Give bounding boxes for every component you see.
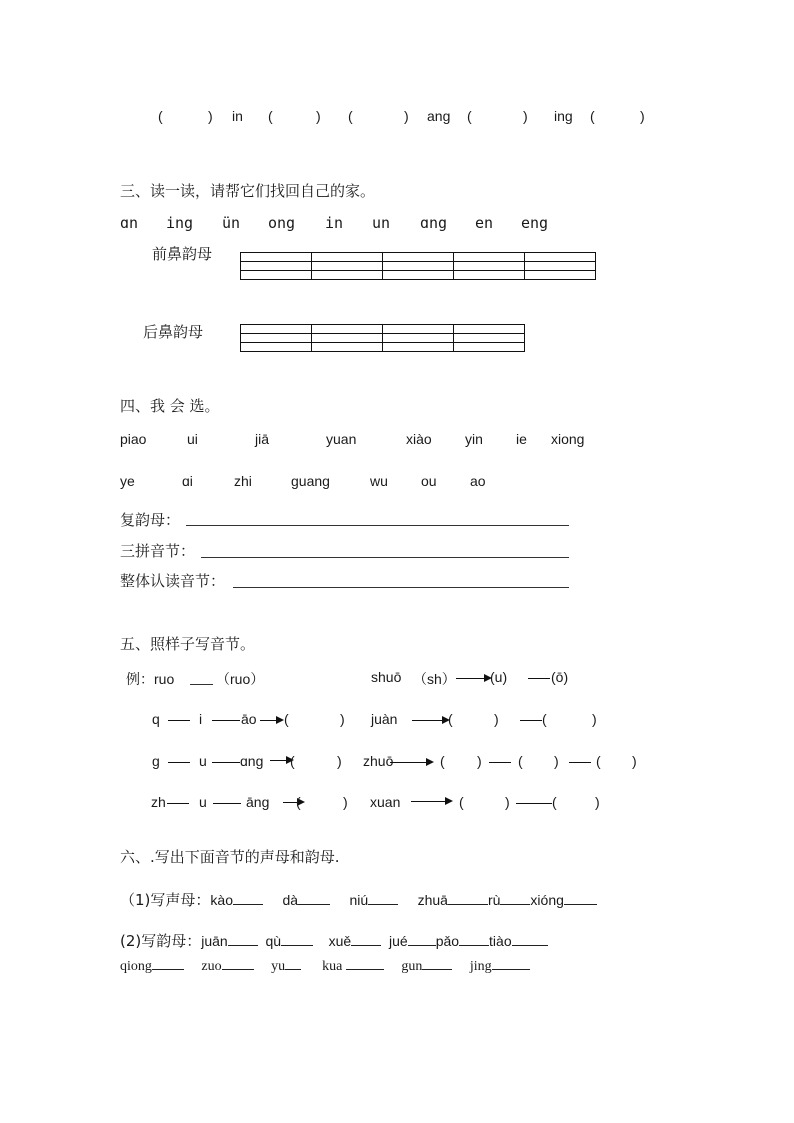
syllable: rù	[487, 892, 501, 908]
close-paren: )	[208, 108, 213, 124]
open-paren: (	[448, 711, 453, 727]
final: āo	[241, 711, 257, 727]
arrow-icon	[456, 678, 490, 679]
table-cell[interactable]	[454, 334, 525, 343]
syllable: kào	[210, 892, 233, 908]
example2-syllable: shuō	[371, 669, 402, 685]
table-cell[interactable]	[312, 262, 383, 271]
answer-blank[interactable]	[228, 933, 258, 946]
medial: u	[199, 794, 207, 810]
syllable: yin	[465, 431, 483, 447]
part2-label: (2)写韵母：	[120, 932, 202, 950]
medial: u	[199, 753, 207, 769]
syllable: ye	[120, 473, 135, 489]
final: āng	[246, 794, 270, 810]
answer-blank[interactable]	[233, 892, 263, 905]
close-paren: )	[505, 794, 510, 810]
section4-title: 四、我 会 选。	[120, 397, 220, 415]
syllable: ɑi	[182, 473, 193, 489]
close-paren: )	[595, 794, 600, 810]
syllable: pǎo	[435, 933, 460, 949]
table-cell[interactable]	[383, 334, 454, 343]
table-cell[interactable]	[241, 334, 312, 343]
syllable: ui	[187, 431, 198, 447]
answer-blank[interactable]	[512, 933, 548, 946]
table-cell[interactable]	[383, 325, 454, 334]
section3-title: 三、读一读，请帮它们找回自己的家。	[120, 182, 376, 200]
close-paren: )	[494, 711, 499, 727]
answer-blank[interactable]	[285, 957, 301, 970]
section6-title: 六、.写出下面音节的声母和韵母.	[120, 848, 340, 866]
table-cell[interactable]	[241, 271, 312, 280]
syllable: yu	[271, 959, 286, 974]
example-blank	[190, 684, 213, 685]
open-paren: (	[467, 108, 472, 124]
answer-blank[interactable]	[351, 933, 381, 946]
final: en	[475, 214, 494, 232]
table-cell[interactable]	[312, 253, 383, 262]
answer-blank[interactable]	[492, 957, 530, 970]
close-paren: )	[316, 108, 321, 124]
compound-finals-answer-line[interactable]	[186, 525, 569, 526]
answer-blank[interactable]	[500, 892, 530, 905]
answer-blank[interactable]	[222, 957, 254, 970]
part1-row	[120, 889, 597, 910]
answer-blank[interactable]	[368, 892, 398, 905]
close-paren: )	[640, 108, 645, 124]
initial: q	[152, 711, 160, 727]
dash-line	[569, 762, 591, 763]
answer-blank[interactable]	[448, 892, 488, 905]
section5-title: 五、照样子写音节。	[120, 635, 256, 653]
table-cell[interactable]	[241, 262, 312, 271]
open-paren: (	[348, 108, 353, 124]
syllable: niú	[349, 892, 369, 908]
arrow-icon	[260, 720, 282, 721]
syllable: ao	[470, 473, 486, 489]
example-answer: （ruo）	[216, 671, 265, 687]
whole-syllable-label: 整体认读音节：	[120, 572, 226, 590]
open-paren: (	[290, 753, 295, 769]
dash-line	[168, 762, 190, 763]
answer-blank[interactable]	[281, 933, 313, 946]
syllable: zuo	[201, 959, 222, 974]
open-paren: (	[284, 711, 289, 727]
dash-line	[516, 803, 552, 804]
table-cell[interactable]	[525, 262, 596, 271]
final-ang: ang	[427, 108, 451, 124]
syllable: ou	[421, 473, 437, 489]
syllable: zhuō	[363, 753, 394, 769]
table-cell[interactable]	[454, 262, 525, 271]
back-nasal-table[interactable]	[240, 324, 525, 352]
answer-blank[interactable]	[152, 957, 184, 970]
close-paren: )	[340, 711, 345, 727]
final-ing: ing	[554, 108, 573, 124]
final: eng	[521, 214, 549, 232]
syllable: xiào	[406, 431, 432, 447]
dash-line	[520, 720, 542, 721]
example-label: 例：ruo	[126, 671, 175, 687]
front-nasal-label: 前鼻韵母	[152, 245, 213, 263]
table-cell[interactable]	[383, 271, 454, 280]
table-cell[interactable]	[312, 334, 383, 343]
initial: g	[152, 753, 160, 769]
final: un	[372, 214, 391, 232]
initial: zh	[151, 794, 166, 810]
table-cell[interactable]	[312, 343, 383, 352]
syllable: dà	[282, 892, 299, 908]
open-paren: (	[459, 794, 464, 810]
syllable: tiào	[489, 933, 512, 949]
part2-row	[120, 930, 548, 951]
syllable: gun	[401, 959, 423, 974]
table-cell[interactable]	[454, 271, 525, 280]
table-cell[interactable]	[525, 271, 596, 280]
close-paren: )	[337, 753, 342, 769]
table-cell[interactable]	[241, 343, 312, 352]
syllable: qù	[265, 933, 282, 949]
arrow-icon	[270, 760, 292, 761]
syllable: jiā	[255, 431, 270, 447]
compound-finals-label: 复韵母：	[120, 511, 181, 529]
final-in: in	[232, 108, 243, 124]
dash-line	[212, 762, 240, 763]
syllable: xuan	[370, 794, 401, 810]
table-cell[interactable]	[383, 253, 454, 262]
open-paren: (	[158, 108, 163, 124]
final: ɑn	[120, 214, 139, 232]
medial: i	[199, 711, 203, 727]
syllable: juān	[201, 933, 228, 949]
whole-syllable-answer-line[interactable]	[233, 587, 569, 588]
dash-line	[528, 678, 550, 679]
answer-blank[interactable]	[298, 892, 330, 905]
final: in	[325, 214, 344, 232]
answer-blank[interactable]	[422, 957, 452, 970]
dash-line	[168, 720, 190, 721]
back-nasal-label: 后鼻韵母	[143, 323, 204, 341]
example2-final: (ō)	[551, 669, 569, 685]
syllable: xióng	[530, 892, 564, 908]
table-cell[interactable]	[383, 262, 454, 271]
table-cell[interactable]	[312, 325, 383, 334]
final: ing	[166, 214, 194, 232]
syllable: juàn	[371, 711, 398, 727]
close-paren: )	[632, 753, 637, 769]
dash-line	[212, 720, 240, 721]
part1-label: （1)写声母：	[120, 891, 211, 909]
syllable: jué	[389, 933, 408, 949]
part2-row-2	[120, 957, 530, 975]
syllable: qiong	[120, 959, 152, 974]
syllable: kua	[322, 959, 343, 974]
triple-syllable-answer-line[interactable]	[201, 557, 569, 558]
table-cell[interactable]	[312, 271, 383, 280]
syllable: xuě	[328, 933, 352, 949]
example2-medial: (u)	[490, 669, 508, 685]
table-cell[interactable]	[383, 343, 454, 352]
open-paren: (	[518, 753, 523, 769]
open-paren: (	[268, 108, 273, 124]
dash-line	[213, 803, 241, 804]
arrow-icon	[390, 762, 432, 763]
example2-initial: （sh）	[413, 671, 456, 687]
open-paren: (	[296, 794, 301, 810]
syllable: guang	[291, 473, 330, 489]
close-paren: )	[592, 711, 597, 727]
syllable: ie	[516, 431, 527, 447]
syllable: xiong	[551, 431, 585, 447]
table-cell[interactable]	[525, 253, 596, 262]
close-paren: )	[404, 108, 409, 124]
front-nasal-table[interactable]	[240, 252, 596, 280]
answer-blank[interactable]	[408, 933, 436, 946]
open-paren: (	[596, 753, 601, 769]
close-paren: )	[523, 108, 528, 124]
open-paren: (	[542, 711, 547, 727]
answer-blank[interactable]	[564, 892, 597, 905]
dash-line	[167, 803, 189, 804]
triple-syllable-label: 三拼音节：	[120, 542, 196, 560]
close-paren: )	[554, 753, 559, 769]
final: ün	[222, 214, 241, 232]
open-paren: (	[552, 794, 557, 810]
table-cell[interactable]	[241, 325, 312, 334]
final: ong	[268, 214, 296, 232]
syllable: yuan	[326, 431, 357, 447]
syllable: wu	[370, 473, 388, 489]
syllable: zhuā	[417, 892, 448, 908]
syllable: piao	[120, 431, 147, 447]
table-cell[interactable]	[454, 343, 525, 352]
table-cell[interactable]	[241, 253, 312, 262]
close-paren: )	[343, 794, 348, 810]
table-cell[interactable]	[454, 325, 525, 334]
open-paren: (	[440, 753, 445, 769]
arrow-icon	[411, 801, 451, 802]
arrow-icon	[412, 720, 448, 721]
final: ɑng	[420, 214, 448, 232]
table-cell[interactable]	[454, 253, 525, 262]
close-paren: )	[477, 753, 482, 769]
syllable: zhi	[234, 473, 252, 489]
answer-blank[interactable]	[459, 933, 489, 946]
final: ɑng	[240, 753, 264, 769]
answer-blank[interactable]	[346, 957, 384, 970]
syllable: jing	[469, 959, 492, 974]
dash-line	[489, 762, 511, 763]
open-paren: (	[590, 108, 595, 124]
